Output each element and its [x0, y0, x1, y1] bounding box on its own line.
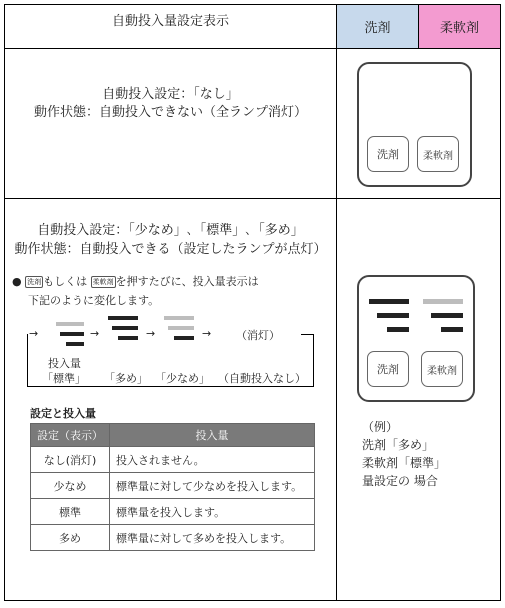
detergent-bar-top [369, 299, 409, 304]
softener-button[interactable]: 柔軟剤 [421, 351, 463, 387]
label-many: 「多め」 [104, 372, 148, 385]
bar-mid [112, 326, 138, 330]
label-standard-top: 投入量 [48, 357, 81, 370]
bar-top [108, 316, 138, 320]
header-title: 自動投入量設定表示 [111, 14, 229, 29]
bar-low [118, 336, 138, 340]
table-cell: 少なめ [31, 473, 110, 499]
example-line: 洗剤「多め」 [362, 438, 435, 452]
example-note [362, 418, 446, 490]
grid-right [500, 4, 501, 601]
bar-top [164, 316, 194, 320]
cycle-return-bottom [27, 386, 314, 387]
arrow-icon: → [146, 327, 156, 340]
header-softener-cell [419, 5, 500, 48]
grid-divider [336, 4, 337, 601]
table-cell: なし(消灯) [31, 447, 110, 473]
table-cell: 投入されません。 [110, 447, 315, 473]
cycle-return-left [27, 334, 28, 386]
arrow-icon: → [202, 327, 212, 340]
arrow-icon: → [90, 327, 100, 340]
label-few: 「少なめ」 [155, 372, 210, 385]
note-a: もしくは [43, 275, 88, 288]
softener-bar-top [423, 299, 463, 304]
table-row [31, 473, 315, 499]
row2-line1: 自動投入設定：「少なめ」､「標準」､「多め」 [37, 223, 304, 238]
settings-table [30, 423, 315, 551]
panel-off [357, 62, 472, 187]
note-b: を押すたびに、投入量表示は [115, 275, 259, 288]
table-header: 設定（表示） [31, 424, 110, 447]
arrow-icon: → [29, 327, 39, 340]
table-row [31, 499, 315, 525]
example-line: （例） [362, 420, 399, 434]
bar-low [174, 336, 194, 340]
note-c: 下記のように変化します。 [28, 294, 160, 307]
example-line: 柔軟剤「標準」 [362, 456, 447, 470]
bar-low [66, 342, 84, 346]
table-cell: 標準量に対して少なめを投入します。 [110, 473, 315, 499]
cycle-return-top [301, 334, 314, 335]
grid-bottom [4, 600, 501, 601]
table-header: 投入量 [110, 424, 315, 447]
grid-row1-bottom [4, 198, 501, 199]
panel-example [357, 275, 475, 402]
header-detergent-label: 洗剤 [364, 21, 391, 36]
bullet: ● [12, 275, 22, 288]
softener-bar-low [441, 327, 463, 332]
header-softener-label: 柔軟剤 [439, 21, 479, 36]
softener-key-icon: 柔軟剤 [92, 278, 114, 286]
row2-note [12, 272, 332, 310]
grid-header-bottom [4, 48, 501, 49]
table-cell: 標準量に対して多めを投入します。 [110, 525, 315, 551]
row1-line1: 自動投入設定：「なし」 [102, 87, 239, 102]
detergent-key-icon: 洗剤 [27, 278, 42, 286]
table-cell: 標準量を投入します。 [110, 499, 315, 525]
label-standard: 「標準」 [42, 372, 86, 385]
detergent-bar-low [387, 327, 409, 332]
table-cell: 標準 [31, 499, 110, 525]
detergent-button[interactable]: 洗剤 [367, 351, 409, 387]
softener-bar-mid [431, 313, 463, 318]
table-cell: 多め [31, 525, 110, 551]
table-title: 設定と投入量 [30, 407, 96, 420]
table-row [31, 525, 315, 551]
example-line: 量設定の 場合 [362, 474, 438, 488]
bar-top [56, 322, 84, 326]
cycle-return-right [313, 334, 314, 386]
softener-button[interactable]: 柔軟剤 [417, 136, 459, 172]
detergent-button[interactable]: 洗剤 [367, 136, 409, 172]
row2-line2: 動作状態：自動投入できる（設定したランプが点灯） [14, 242, 327, 257]
label-off: （自動投入なし） [218, 372, 306, 385]
bar-mid [60, 332, 84, 336]
header-detergent-cell [337, 5, 418, 48]
table-row [31, 447, 315, 473]
bar-mid [168, 326, 194, 330]
detergent-bar-mid [377, 313, 409, 318]
row1-line2: 動作状態：自動投入できない（全ランプ消灯） [33, 105, 307, 120]
label-off-top: （消灯） [236, 329, 280, 342]
